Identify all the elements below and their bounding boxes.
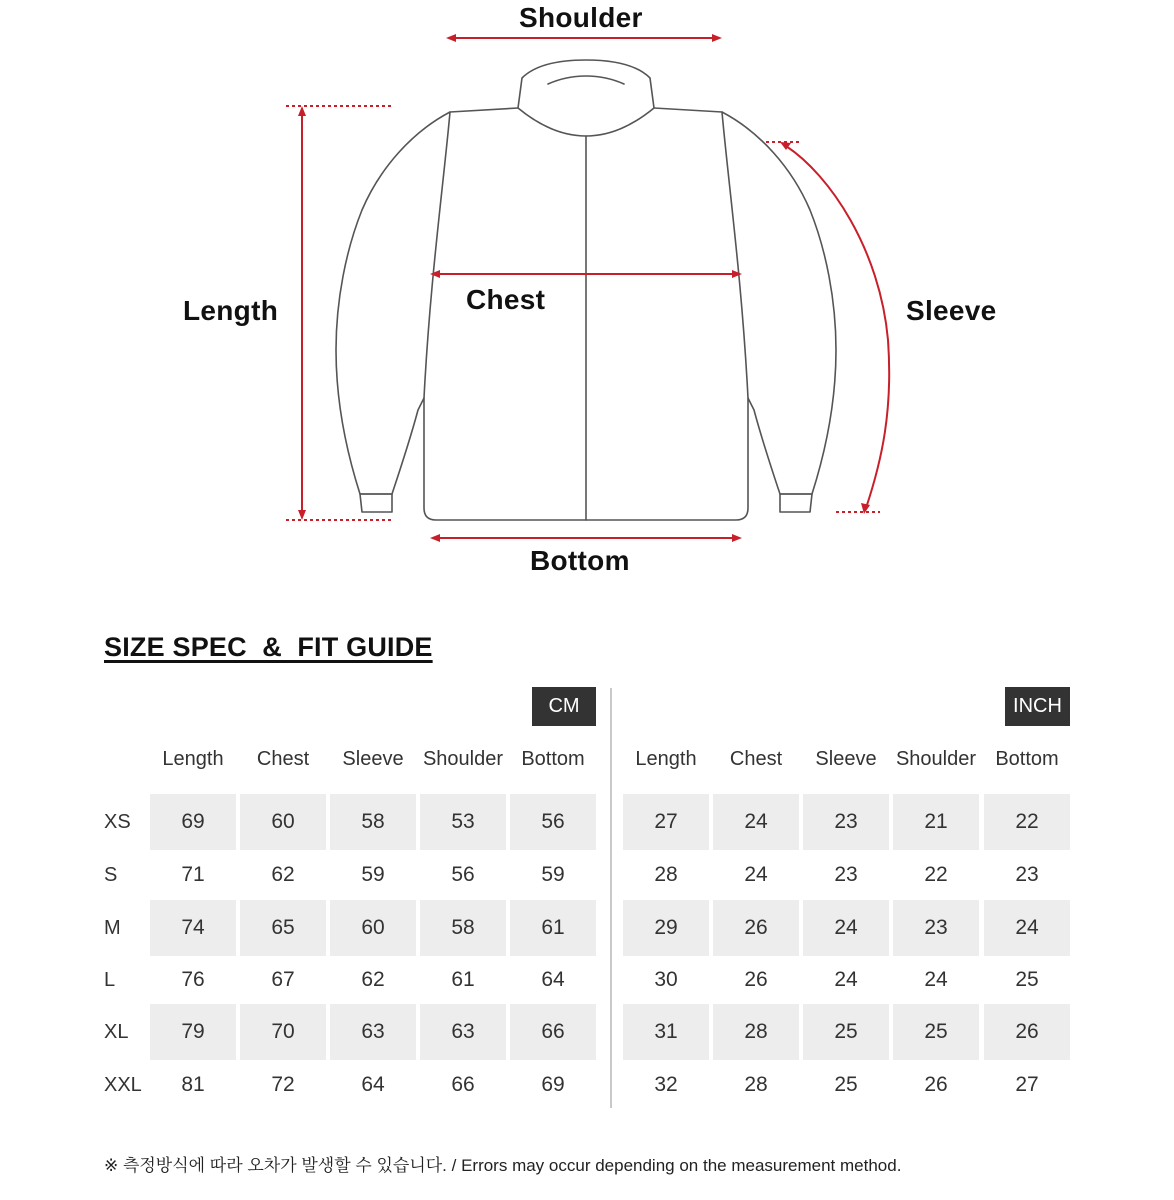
inch-value-cell: 24 [744,863,768,886]
inch-value-cell: 23 [1015,863,1039,886]
inch-value-cell: 32 [654,1073,678,1096]
inch-value-cell: 23 [834,863,858,886]
cm-value-cell: 58 [420,900,506,956]
bottom-arrow-right [732,534,742,542]
inch-header-length: Length [635,748,697,770]
inch-value-cell: 25 [834,1073,858,1096]
cm-value-cell: 58 [330,794,416,850]
shoulder-arrow-right [712,34,722,42]
cm-value-cell: 63 [330,1004,416,1060]
cm-value-cell: 60 [330,900,416,956]
length-label: Length [183,295,279,326]
sleeve-label: Sleeve [906,295,997,326]
inch-value-cell: 26 [744,968,768,991]
inch-header-bottom: Bottom [995,748,1059,770]
cm-value-cell: 76 [181,968,205,991]
cm-value-cell: 81 [181,1073,205,1096]
cm-value-cell: 61 [510,900,596,956]
inch-value-cell: 25 [893,1004,979,1060]
inch-value-cell: 25 [1015,968,1039,991]
jacket-collar [518,60,654,136]
inch-header-chest: Chest [729,748,783,770]
unit-divider [610,688,612,1108]
cm-value-cell: 79 [150,1004,236,1060]
length-arrow-bottom [298,510,306,520]
inch-value-cell: 27 [1015,1073,1039,1096]
inch-value-cell: 22 [984,794,1070,850]
shoulder-label: Shoulder [519,2,643,33]
inch-value-cell: 24 [713,794,799,850]
inch-header-sleeve: Sleeve [815,748,877,770]
chest-arrow-right [732,270,742,278]
size-label-l: L [104,969,116,991]
cm-value-cell: 61 [451,968,475,991]
inch-value-cell: 26 [984,1004,1070,1060]
inch-value-cell: 28 [713,1004,799,1060]
inch-header-shoulder: Shoulder [895,748,977,770]
chest-arrow-left [430,270,440,278]
cm-value-cell: 69 [150,794,236,850]
cm-value-cell: 65 [240,900,326,956]
cm-value-cell: 70 [240,1004,326,1060]
size-spec-title: SIZE SPEC & FIT GUIDE [104,632,433,662]
inch-value-cell: 31 [623,1004,709,1060]
chest-label: Chest [466,284,546,315]
inch-value-cell: 21 [893,794,979,850]
right-cuff [780,494,812,512]
bottom-arrow-left [430,534,440,542]
inch-value-cell: 23 [893,900,979,956]
inch-value-cell: 24 [924,968,948,991]
right-seam [722,112,748,398]
bottom-label: Bottom [530,545,630,576]
collar-inner [548,76,624,84]
cm-value-cell: 66 [451,1073,475,1096]
length-arrow-top [298,106,306,116]
cm-header-length: Length [162,748,224,770]
size-label-m: M [104,917,121,939]
cm-unit-badge: CM [532,687,596,726]
size-label-s: S [104,864,118,886]
cm-value-cell: 62 [361,968,385,991]
size-label-xl: XL [104,1021,129,1043]
cm-value-cell: 59 [541,863,565,886]
shoulder-arrow-left [446,34,456,42]
inch-value-cell: 28 [654,863,678,886]
cm-value-cell: 53 [420,794,506,850]
cm-value-cell: 69 [541,1073,565,1096]
inch-value-cell: 24 [803,900,889,956]
cm-value-cell: 71 [181,863,205,886]
left-seam [424,112,450,398]
cm-value-cell: 60 [240,794,326,850]
inch-value-cell: 29 [623,900,709,956]
cm-value-cell: 64 [541,968,565,991]
inch-value-cell: 28 [744,1073,768,1096]
cm-value-cell: 67 [271,968,295,991]
inch-value-cell: 24 [984,900,1070,956]
cm-value-cell: 74 [150,900,236,956]
cm-value-cell: 66 [510,1004,596,1060]
cm-value-cell: 56 [451,863,475,886]
inch-value-cell: 25 [803,1004,889,1060]
cm-header-sleeve: Sleeve [342,748,404,770]
cm-value-cell: 59 [361,863,385,886]
cm-header-bottom: Bottom [521,748,585,770]
size-label-xs: XS [104,811,131,833]
inch-value-cell: 24 [834,968,858,991]
inch-value-cell: 26 [713,900,799,956]
cm-value-cell: 63 [420,1004,506,1060]
sleeve-measure-arc [786,146,889,508]
cm-value-cell: 64 [361,1073,385,1096]
left-cuff [360,494,392,512]
cm-value-cell: 72 [271,1073,295,1096]
cm-header-chest: Chest [256,748,310,770]
inch-value-cell: 30 [654,968,678,991]
inch-unit-badge: INCH [1005,687,1070,726]
inch-value-cell: 22 [924,863,948,886]
cm-value-cell: 56 [510,794,596,850]
cm-header-shoulder: Shoulder [422,748,504,770]
cm-value-cell: 62 [271,863,295,886]
inch-value-cell: 23 [803,794,889,850]
inch-value-cell: 27 [623,794,709,850]
size-label-xxl: XXL [104,1074,142,1096]
inch-value-cell: 26 [924,1073,948,1096]
measurement-footnote: ※ 측정방식에 따라 오차가 발생할 수 있습니다. / Errors may occur depending on the measurement method. [104,1156,902,1175]
